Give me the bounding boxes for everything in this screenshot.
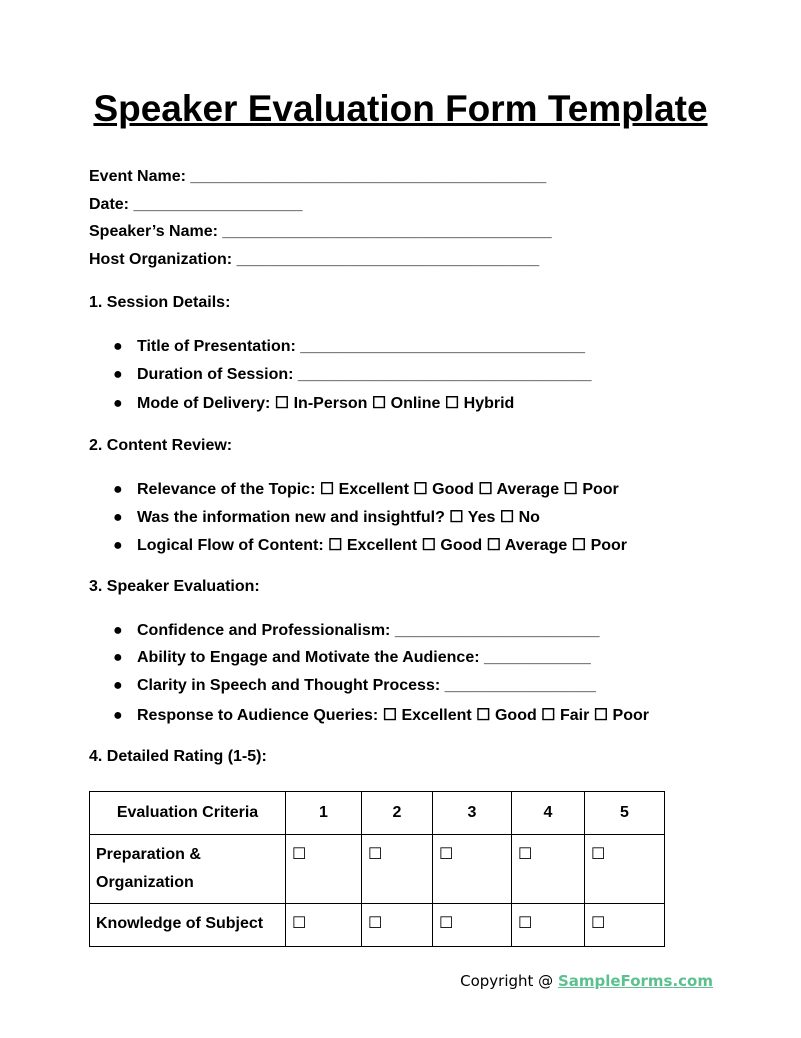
rating-table — [89, 791, 665, 947]
section-heading: 4. Detailed Rating (1-5): — [89, 748, 267, 765]
section-heading: 3. Speaker Evaluation: — [89, 578, 260, 595]
rating-checkbox[interactable]: ☐ — [512, 904, 585, 947]
rating-checkbox[interactable]: ☐ — [433, 904, 512, 947]
rating-checkbox[interactable]: ☐ — [512, 835, 585, 904]
column-header: Evaluation Criteria — [90, 792, 286, 835]
field-blank: _____________________________________ — [222, 223, 552, 240]
date-field — [89, 196, 303, 214]
field-blank: ________________________________________ — [190, 168, 547, 185]
item-text: Relevance of the Topic: ☐ Excellent ☐ Good ☐ Average ☐ Poor — [137, 481, 619, 498]
list-item: ● Response to Audience Queries: ☐ Excellent ☐ Good ☐ Fair ☐ Poor — [113, 707, 649, 724]
copyright-footer — [460, 972, 713, 990]
item-text: Was the information new and insightful? ☐ Yes ☐ No — [137, 509, 540, 526]
column-header: 3 — [433, 792, 512, 835]
item-text: Title of Presentation: ________________________________ — [137, 338, 586, 355]
field-blank: __________________________________ — [236, 251, 540, 268]
table-row — [90, 904, 665, 947]
section-heading: 1. Session Details: — [89, 294, 231, 311]
list-item: ● Confidence and Professionalism: _______________________ — [113, 622, 600, 639]
criteria-cell: Preparation & Organization — [90, 835, 286, 904]
list-item: ● Title of Presentation: ________________________________ — [113, 338, 586, 355]
column-header: 2 — [362, 792, 433, 835]
rating-checkbox[interactable]: ☐ — [286, 904, 362, 947]
field-label: Host Organization: — [89, 251, 233, 268]
rating-checkbox[interactable]: ☐ — [585, 835, 665, 904]
item-text: Clarity in Speech and Thought Process: _________________ — [137, 677, 596, 694]
table-row — [90, 835, 665, 904]
event-name-field — [89, 168, 546, 186]
item-text: Ability to Engage and Motivate the Audience: ____________ — [137, 649, 591, 666]
host-organization-field — [89, 251, 539, 269]
rating-checkbox[interactable]: ☐ — [585, 904, 665, 947]
column-header: 4 — [512, 792, 585, 835]
table-header-row — [90, 792, 665, 835]
rating-checkbox[interactable]: ☐ — [362, 904, 433, 947]
item-text: Confidence and Professionalism: _______________________ — [137, 622, 600, 639]
field-label: Speaker’s Name: — [89, 223, 218, 240]
item-text: Logical Flow of Content: ☐ Excellent ☐ Good ☐ Average ☐ Poor — [137, 537, 628, 554]
list-item: ● Logical Flow of Content: ☐ Excellent ☐ Good ☐ Average ☐ Poor — [113, 537, 628, 554]
column-header: 1 — [286, 792, 362, 835]
speaker-name-field — [89, 223, 552, 241]
list-item: ● Clarity in Speech and Thought Process: _________________ — [113, 677, 596, 694]
rating-checkbox[interactable]: ☐ — [433, 835, 512, 904]
rating-checkbox[interactable]: ☐ — [286, 835, 362, 904]
column-header: 5 — [585, 792, 665, 835]
list-item: ● Was the information new and insightful? ☐ Yes ☐ No — [113, 509, 540, 526]
sampleforms-link[interactable]: SampleForms.com — [557, 972, 713, 990]
item-text: Duration of Session: _________________________________ — [137, 366, 592, 383]
field-label: Event Name: — [89, 168, 186, 185]
list-item: ● Ability to Engage and Motivate the Audience: ____________ — [113, 649, 591, 666]
field-blank: ___________________ — [133, 196, 303, 213]
criteria-cell: Knowledge of Subject — [90, 904, 286, 947]
rating-checkbox[interactable]: ☐ — [362, 835, 433, 904]
copyright-text: Copyright @ — [460, 972, 558, 990]
section-heading: 2. Content Review: — [89, 437, 233, 454]
item-text: Mode of Delivery: ☐ In-Person ☐ Online ☐ Hybrid — [137, 395, 515, 412]
item-text: Response to Audience Queries: ☐ Excellent ☐ Good ☐ Fair ☐ Poor — [137, 707, 649, 724]
field-label: Date: — [89, 196, 130, 213]
list-item: ● Mode of Delivery: ☐ In-Person ☐ Online ☐ Hybrid — [113, 395, 515, 412]
page-title: Speaker Evaluation Form Template — [93, 88, 708, 129]
list-item: ● Duration of Session: _________________________________ — [113, 366, 592, 383]
list-item: ● Relevance of the Topic: ☐ Excellent ☐ Good ☐ Average ☐ Poor — [113, 481, 619, 498]
